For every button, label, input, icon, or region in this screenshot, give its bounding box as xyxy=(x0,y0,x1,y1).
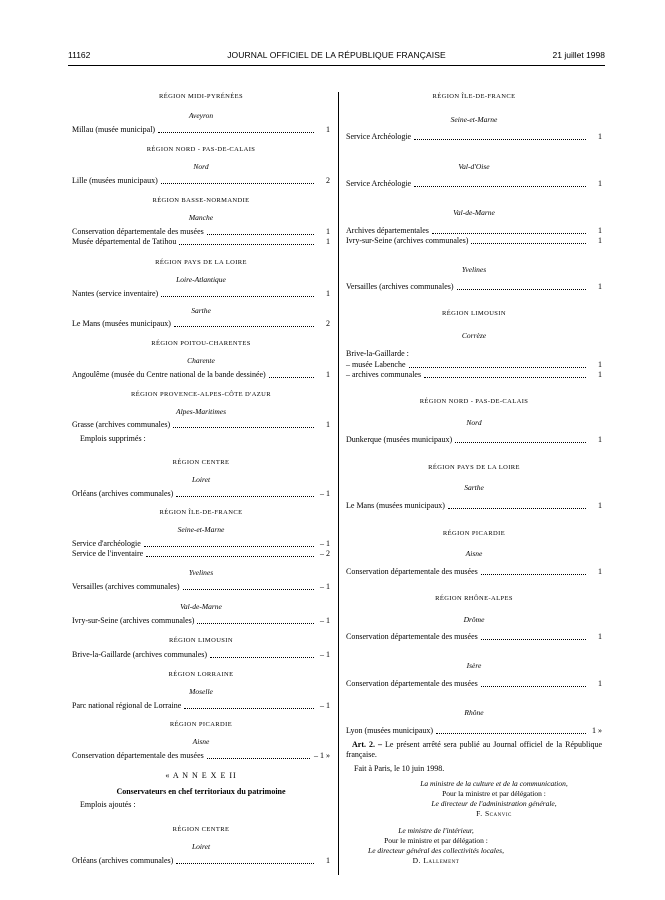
signature-line: Le directeur de l'administration générale, xyxy=(431,799,557,808)
list-item: Nantes (service inventaire) 1 xyxy=(72,289,330,298)
region-heading: RÉGION PICARDIE xyxy=(169,721,233,728)
list-item: Service de l'inventaire – 2 xyxy=(72,549,330,558)
list-item: – musée Labenche 1 xyxy=(346,360,602,369)
region-heading: RÉGION PAYS DE LA LOIRE xyxy=(155,259,247,266)
signatory-name: F. Scanvic xyxy=(476,809,512,818)
section-label: Emplois supprimés : xyxy=(80,434,146,443)
list-item: Orléans (archives communales) – 1 xyxy=(72,489,330,498)
list-item: Conservation départementale des musées 1 xyxy=(72,227,330,236)
region-heading: RÉGION CENTRE xyxy=(172,459,230,466)
list-item: Brive-la-Gaillarde (archives communales) – 1 xyxy=(72,650,330,659)
department-heading: Isère xyxy=(466,661,482,670)
list-item: Versailles (archives communales) – 1 xyxy=(72,582,330,591)
department-heading: Seine-et-Marne xyxy=(450,115,498,124)
list-item: Parc national régional de Lorraine – 1 xyxy=(72,701,330,710)
region-heading: RÉGION MIDI-PYRÉNÉES xyxy=(158,93,243,100)
department-heading: Nord xyxy=(193,162,209,171)
signature-line: Le ministre de l'intérieur, xyxy=(398,826,474,835)
department-heading: Loire-Atlantique xyxy=(176,275,226,284)
list-item: Angoulême (musée du Centre national de la bande dessinée) 1 xyxy=(72,370,330,379)
list-item: Le Mans (musées municipaux) 1 xyxy=(346,501,602,510)
department-heading: Aisne xyxy=(192,737,210,746)
annex-heading: « A N N E X E II xyxy=(165,771,237,780)
signatory-name: D. Lallement xyxy=(412,856,460,865)
region-heading: RÉGION RHÔNE-ALPES xyxy=(435,595,513,602)
region-heading: RÉGION ÎLE-DE-FRANCE xyxy=(432,93,516,100)
signature-line: Pour le ministre et par délégation : xyxy=(384,836,488,845)
list-item: Conservation départementale des musées 1 xyxy=(346,679,602,688)
department-heading: Nord xyxy=(466,418,482,427)
department-heading: Charente xyxy=(187,356,215,365)
list-item: Millau (musée municipal) 1 xyxy=(72,125,330,134)
list-item: Dunkerque (musées municipaux) 1 xyxy=(346,435,602,444)
signature-line: Pour la ministre et par délégation : xyxy=(442,789,546,798)
section-label: Emplois ajoutés : xyxy=(80,800,136,809)
department-heading: Manche xyxy=(188,213,214,222)
department-heading: Aisne xyxy=(465,549,483,558)
department-heading: Corrèze xyxy=(461,331,487,340)
department-heading: Alpes-Maritimes xyxy=(176,407,226,416)
list-item: Service Archéologie 1 xyxy=(346,179,602,188)
list-item: Le Mans (musées municipaux) 2 xyxy=(72,319,330,328)
list-item: Musée départemental de Tatihou 1 xyxy=(72,237,330,246)
region-heading: RÉGION LORRAINE xyxy=(168,671,234,678)
journal-title: JOURNAL OFFICIEL DE LA RÉPUBLIQUE FRANÇAISE xyxy=(227,50,446,60)
article-label: Art. 2. – xyxy=(352,740,383,749)
department-heading: Moselle xyxy=(189,687,213,696)
page-number: 11162 xyxy=(68,50,91,60)
list-item: Ivry-sur-Seine (archives communales) 1 xyxy=(346,236,602,245)
region-heading: RÉGION BASSE-NORMANDIE xyxy=(152,197,250,204)
list-item: Orléans (archives communales) 1 xyxy=(72,856,330,865)
department-heading: Aveyron xyxy=(188,111,214,120)
list-label: Brive-la-Gaillarde : xyxy=(346,349,409,358)
department-heading: Val-de-Marne xyxy=(180,602,222,611)
department-heading: Yvelines xyxy=(188,568,214,577)
list-item: Conservation départementale des musées 1 xyxy=(346,567,602,576)
signature-line: La ministre de la culture et de la communication, xyxy=(420,779,568,788)
department-heading: Val-de-Marne xyxy=(453,208,495,217)
region-heading: RÉGION LIMOUSIN xyxy=(169,637,233,644)
region-heading: RÉGION POITOU-CHARENTES xyxy=(151,340,251,347)
issue-date: 21 juillet 1998 xyxy=(552,50,605,60)
list-item: Conservation départementale des musées – 1 » xyxy=(72,751,330,760)
region-heading: RÉGION PAYS DE LA LOIRE xyxy=(428,464,520,471)
department-heading: Loiret xyxy=(191,475,211,484)
department-heading: Loiret xyxy=(191,842,211,851)
department-heading: Sarthe xyxy=(191,306,211,315)
signature-block-interieur xyxy=(326,826,546,866)
list-item: Lyon (musées municipaux) 1 » xyxy=(346,726,602,735)
header-rule xyxy=(68,65,605,66)
department-heading: Rhône xyxy=(464,708,484,717)
page-header xyxy=(68,50,605,64)
region-heading: RÉGION LIMOUSIN xyxy=(442,310,506,317)
region-heading: RÉGION NORD - PAS-DE-CALAIS xyxy=(146,146,256,153)
region-heading: RÉGION PICARDIE xyxy=(442,530,506,537)
region-heading: RÉGION PROVENCE-ALPES-CÔTE D'AZUR xyxy=(130,391,272,398)
signature-line: Le directeur général des collectivités locales, xyxy=(368,846,504,855)
list-item: Conservation départementale des musées 1 xyxy=(346,632,602,641)
list-item: Archives départementales 1 xyxy=(346,226,602,235)
list-item: Lille (musées municipaux) 2 xyxy=(72,176,330,185)
list-item: Service Archéologie 1 xyxy=(346,132,602,141)
department-heading: Sarthe xyxy=(464,483,484,492)
department-heading: Val-d'Oise xyxy=(458,162,490,171)
article-paragraph xyxy=(346,740,602,760)
annex-title: Conservateurs en chef territoriaux du patrimoine xyxy=(116,787,286,796)
article-text: Le présent arrêté sera publié au Journal officiel de la République française. xyxy=(346,740,602,759)
list-item: Grasse (archives communales) 1 xyxy=(72,420,330,429)
region-heading: RÉGION NORD - PAS-DE-CALAIS xyxy=(419,398,529,405)
list-item: Versailles (archives communales) 1 xyxy=(346,282,602,291)
list-item: Ivry-sur-Seine (archives communales) – 1 xyxy=(72,616,330,625)
department-heading: Drôme xyxy=(463,615,485,624)
column-divider xyxy=(338,92,339,875)
department-heading: Yvelines xyxy=(461,265,487,274)
region-heading: RÉGION CENTRE xyxy=(172,826,230,833)
list-item: – archives communales 1 xyxy=(346,370,602,379)
region-heading: RÉGION ÎLE-DE-FRANCE xyxy=(159,509,243,516)
signature-block-culture xyxy=(386,779,602,819)
list-item: Service d'archéologie – 1 xyxy=(72,539,330,548)
department-heading: Seine-et-Marne xyxy=(177,525,225,534)
signature-date: Fait à Paris, le 10 juin 1998. xyxy=(354,764,445,773)
